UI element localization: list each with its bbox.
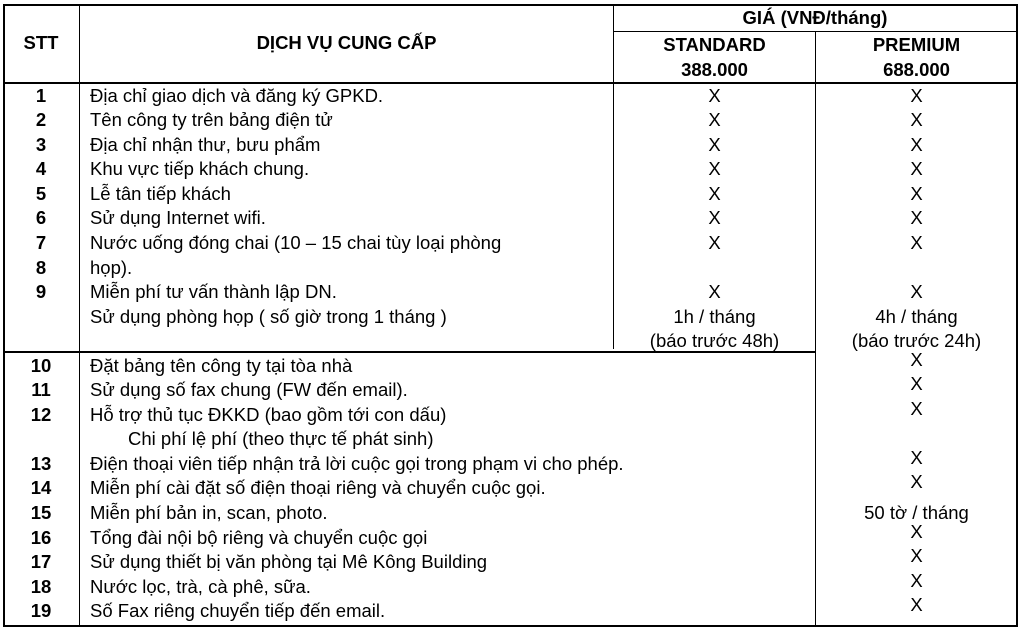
row-premium-value: X xyxy=(910,183,923,204)
row-stt: 2 xyxy=(35,109,47,130)
row-stt: 1 xyxy=(35,85,47,106)
row-stt: 8 xyxy=(35,257,47,278)
row-service: Sử dụng số fax chung (FW đến email). xyxy=(90,379,408,400)
row-standard-value: X xyxy=(708,134,721,155)
row-premium-value: X xyxy=(910,570,923,591)
row-stt: 19 xyxy=(30,600,52,621)
row-standard-value: X xyxy=(708,109,721,130)
header-price-group: GIÁ (VNĐ/tháng) xyxy=(742,7,888,28)
row-premium-value: X xyxy=(910,134,923,155)
row-stt: 6 xyxy=(35,207,47,228)
header-plan-premium-price: 688.000 xyxy=(883,59,950,80)
row-premium-value: X xyxy=(910,207,923,228)
row-service: Sử dụng Internet wifi. xyxy=(90,207,266,228)
table-border-bottom xyxy=(3,625,1018,627)
row-premium-value: X xyxy=(910,545,923,566)
pricing-table xyxy=(3,4,1018,627)
row-divider-price-group xyxy=(614,31,1017,32)
row-standard-value: 1h / tháng xyxy=(673,306,756,327)
row-stt: 16 xyxy=(30,527,52,548)
row-premium-value: X xyxy=(910,85,923,106)
row-service: Miễn phí tư vấn thành lập DN. xyxy=(90,281,337,302)
row-standard-value: X xyxy=(708,281,721,302)
header-plan-premium-name: PREMIUM xyxy=(872,34,961,55)
row-service: Địa chỉ giao dịch và đăng ký GPKD. xyxy=(90,85,384,106)
row-service: Số Fax riêng chuyển tiếp đến email. xyxy=(90,600,386,621)
header-service: DỊCH VỤ CUNG CẤP xyxy=(256,32,437,53)
row-premium-value: X xyxy=(910,447,923,468)
row-stt: 11 xyxy=(31,379,51,400)
row-service: Đặt bảng tên công ty tại tòa nhà xyxy=(90,355,353,376)
row-stt: 9 xyxy=(35,281,47,302)
row-premium-value: X xyxy=(910,594,923,615)
row-service: Miễn phí cài đặt số điện thoại riêng và chuyển cuộc gọi. xyxy=(90,477,546,498)
row-service: Nước uống đóng chai (10 – 15 chai tùy loại phòng xyxy=(90,232,502,253)
row-service: Tổng đài nội bộ riêng và chuyển cuộc gọi xyxy=(90,527,428,548)
header-plan-standard-price: 388.000 xyxy=(681,59,748,80)
row-service: Lễ tân tiếp khách xyxy=(90,183,231,204)
row-standard-value: (báo trước 48h) xyxy=(649,330,780,351)
row-stt: 10 xyxy=(30,355,52,376)
row-service: Khu vực tiếp khách chung. xyxy=(90,158,310,179)
row-stt: 18 xyxy=(30,576,52,597)
row-premium-value: X xyxy=(910,349,923,370)
row-stt: 5 xyxy=(35,183,47,204)
row-standard-value: X xyxy=(708,85,721,106)
row-service: họp). xyxy=(90,257,133,278)
row-premium-value: X xyxy=(910,373,923,394)
row-stt: 14 xyxy=(30,477,52,498)
row-premium-value: (báo trước 24h) xyxy=(851,330,982,351)
row-standard-value: X xyxy=(708,183,721,204)
row-service: Điện thoại viên tiếp nhận trả lời cuộc gọi trong phạm vi cho phép. xyxy=(90,453,624,474)
row-premium-value: X xyxy=(910,521,923,542)
row-premium-value: X xyxy=(910,281,923,302)
row-premium-value: X xyxy=(910,109,923,130)
row-stt: 13 xyxy=(30,453,52,474)
row-stt: 12 xyxy=(30,404,52,425)
row-standard-value: X xyxy=(708,158,721,179)
row-premium-value: X xyxy=(910,471,923,492)
row-service: Hỗ trợ thủ tục ĐKKD (bao gồm tới con dấu) xyxy=(90,404,447,425)
row-service: Miễn phí bản in, scan, photo. xyxy=(90,502,328,523)
row-stt: 15 xyxy=(30,502,52,523)
row-service: Nước lọc, trà, cà phê, sữa. xyxy=(90,576,311,597)
row-premium-value: 4h / tháng xyxy=(875,306,958,327)
row-stt: 7 xyxy=(35,232,47,253)
row-stt: 3 xyxy=(35,134,47,155)
row-stt: 17 xyxy=(30,551,52,572)
row-service: Sử dụng phòng họp ( số giờ trong 1 tháng ) xyxy=(90,306,447,327)
col-divider-stt xyxy=(79,4,80,627)
row-service: Tên công ty trên bảng điện tử xyxy=(90,109,333,130)
row-premium-value: X xyxy=(910,398,923,419)
row-standard-value: X xyxy=(708,207,721,228)
row-premium-value: X xyxy=(910,232,923,253)
row-service: Sử dụng thiết bị văn phòng tại Mê Kông Building xyxy=(90,551,488,572)
row-service: Chi phí lệ phí (theo thực tế phát sinh) xyxy=(128,428,434,449)
row-standard-value: X xyxy=(708,232,721,253)
header-plan-standard-name: STANDARD xyxy=(663,34,766,55)
header-stt: STT xyxy=(23,32,59,53)
row-premium-value: X xyxy=(910,158,923,179)
row-premium-value: 50 tờ / tháng xyxy=(864,502,969,523)
row-stt: 4 xyxy=(35,158,47,179)
row-service: Địa chỉ nhận thư, bưu phẩm xyxy=(90,134,321,155)
